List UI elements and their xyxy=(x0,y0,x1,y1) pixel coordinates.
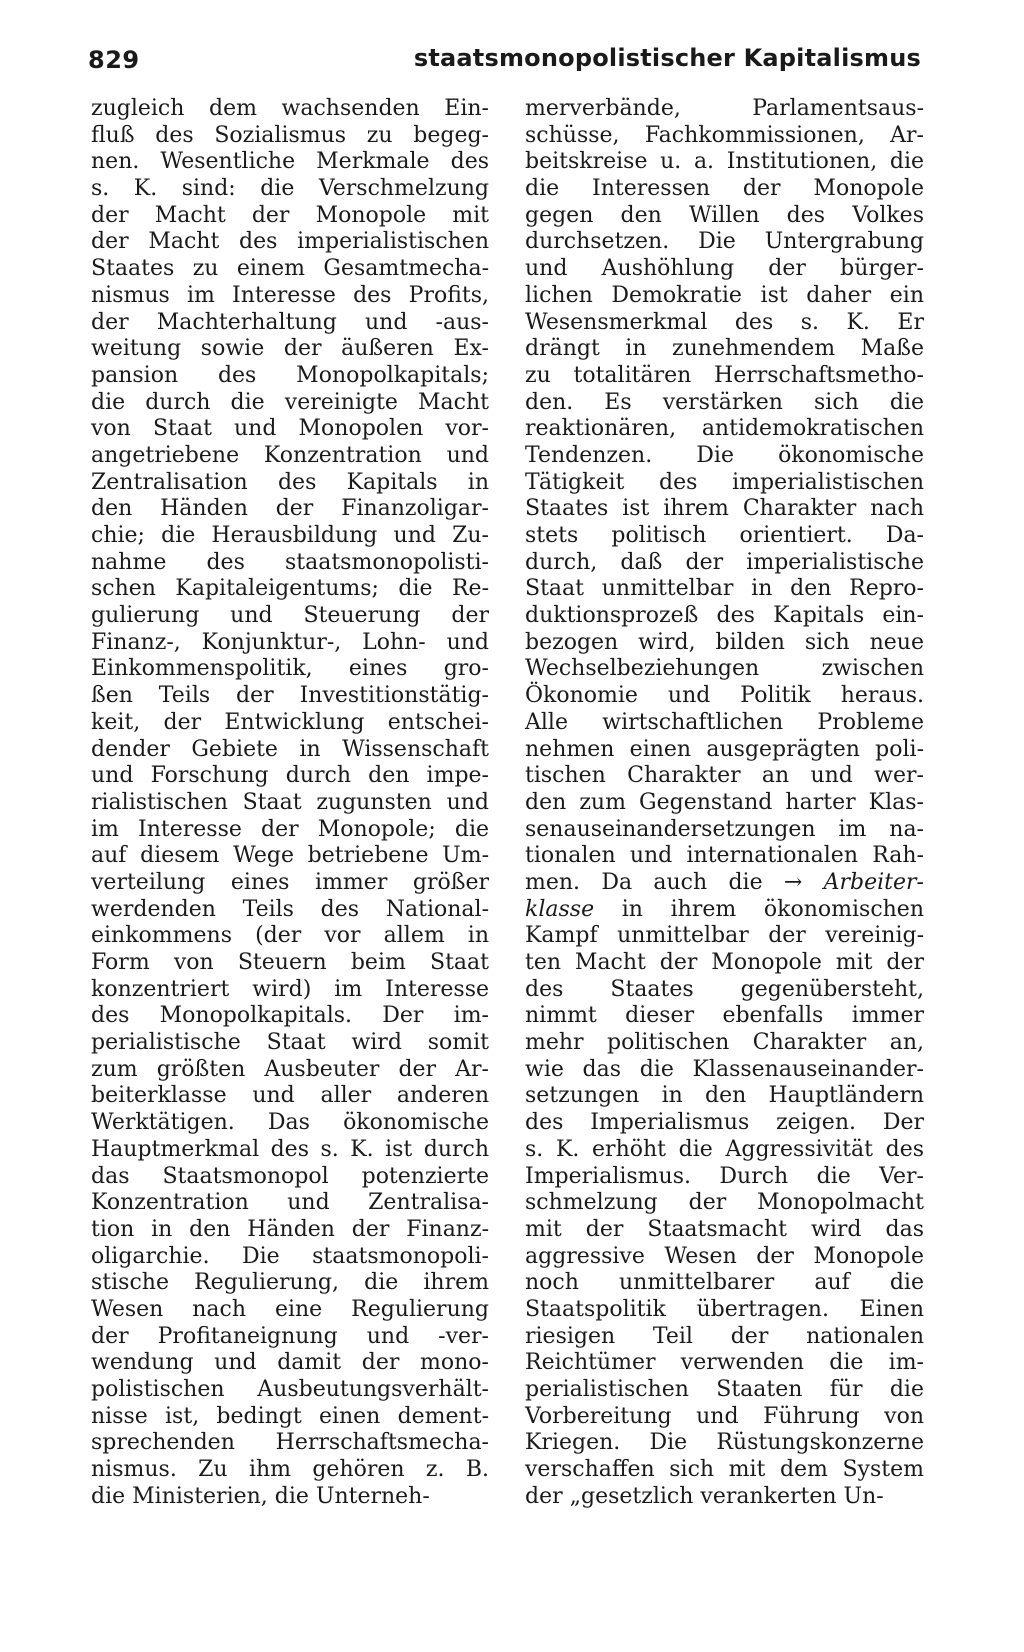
left-column-line: und Forschung durch den impe- xyxy=(91,763,489,789)
right-column-line: merverbände, Parlamentsaus- xyxy=(525,96,924,121)
left-column-line: sprechenden Herrschaftsmecha- xyxy=(91,1430,489,1456)
right-column-line: ten Macht der Monopole mit der xyxy=(525,950,924,975)
right-column-line: reaktionären, antidemokratischen xyxy=(525,416,924,442)
running-head: staatsmonopolistischer Kapitalismus xyxy=(413,44,921,72)
left-column-line: Form von Steuern beim Staat xyxy=(91,950,489,975)
left-column-line: des Monopolkapitals. Der im- xyxy=(91,1003,489,1029)
right-column-line: stets politisch orientiert. Da- xyxy=(525,523,924,548)
left-column-line: der Profitaneignung und -ver- xyxy=(91,1323,489,1349)
right-column-line: drängt in zunehmendem Maße xyxy=(525,336,924,362)
left-column-line: Konzentration und Zentralisa- xyxy=(91,1190,489,1216)
left-column-line: s. K. sind: die Verschmelzung xyxy=(91,176,489,202)
left-column-line: werdenden Teils des National- xyxy=(91,896,489,922)
right-column-line: lichen Demokratie ist daher ein xyxy=(525,282,924,308)
left-column-line: nismus. Zu ihm gehören z. B. xyxy=(91,1457,489,1483)
right-column-line: duktionsprozeß des Kapitals ein- xyxy=(525,603,924,629)
right-column-line: schüsse, Fachkommissionen, Ar- xyxy=(525,122,924,148)
right-column-line: perialistischen Staaten für die xyxy=(525,1377,924,1402)
left-column-line: zum größten Ausbeuter der Ar- xyxy=(91,1056,489,1082)
left-column-line: weitung sowie der äußeren Ex- xyxy=(91,336,489,362)
right-column-line: schmelzung der Monopolmacht xyxy=(525,1190,924,1216)
left-column-line: dender Gebiete in Wissenschaft xyxy=(91,736,489,762)
left-column-line: gulierung und Steuerung der xyxy=(91,603,489,629)
left-column-line: tion in den Händen der Finanz- xyxy=(91,1216,489,1242)
left-column-line: beiterklasse und aller anderen xyxy=(91,1083,489,1109)
left-column-line: der Macht des imperialistischen xyxy=(91,229,489,255)
left-column-line: rialistischen Staat zugunsten und xyxy=(91,789,489,815)
left-column-line: oligarchie. Die staatsmonopoli- xyxy=(91,1243,489,1269)
right-column-line: die Interessen der Monopole xyxy=(525,176,924,202)
left-column-line: der Macht der Monopole mit xyxy=(91,202,489,228)
right-column-line: s. K. erhöht die Aggressivität des xyxy=(525,1136,924,1162)
column-right xyxy=(525,96,924,1510)
right-column-line: Staatspolitik übertragen. Einen xyxy=(525,1296,924,1322)
right-column-line: Tendenzen. Die ökonomische xyxy=(525,442,924,468)
right-column-line: der „gesetzlich verankerten Un- xyxy=(525,1483,884,1509)
left-column-line: Wesen nach eine Regulierung xyxy=(91,1296,489,1322)
left-column-line: wendung und damit der mono- xyxy=(91,1350,489,1376)
right-column-line: gegen den Willen des Volkes xyxy=(525,202,924,228)
right-column-line: Ökonomie und Politik heraus. xyxy=(525,683,924,709)
left-column-line: Einkommenspolitik, eines gro- xyxy=(91,656,489,682)
left-column-line: von Staat und Monopolen vor- xyxy=(91,416,489,442)
left-column-line: die Ministerien, die Unterneh- xyxy=(91,1483,430,1509)
left-column-line: perialistische Staat wird somit xyxy=(91,1030,489,1056)
right-column-line: setzungen in den Hauptländern xyxy=(525,1083,924,1109)
right-column-line: Kampf unmittelbar der vereinig- xyxy=(525,923,924,949)
left-column-line: ßen Teils der Investitionstätig- xyxy=(91,683,489,709)
right-column-line: Wechselbeziehungen zwischen xyxy=(525,656,924,682)
left-column-line: nen. Wesentliche Merkmale des xyxy=(91,149,489,175)
left-column-line: nismus im Interesse des Profits, xyxy=(91,282,489,308)
left-column-line: Zentralisation des Kapitals in xyxy=(91,469,489,495)
text-segment: men. Da auch die → xyxy=(525,869,824,895)
left-column-line: verteilung eines immer größer xyxy=(91,869,489,895)
left-column-line: konzentriert wird) im Interesse xyxy=(91,976,489,1002)
right-column-line: nehmen einen ausgeprägten poli- xyxy=(525,736,924,762)
left-column-line: im Interesse der Monopole; die xyxy=(91,816,489,842)
right-column-line: und Aushöhlung der bürger- xyxy=(525,256,924,282)
right-column-line: Wesensmerkmal des s. K. Er xyxy=(525,309,924,335)
right-column-line: Kriegen. Die Rüstungskonzerne xyxy=(525,1430,924,1456)
cross-reference-term: klasse xyxy=(525,896,595,922)
left-column-line: nisse ist, bedingt einen dement- xyxy=(91,1403,489,1429)
right-column-line: Reichtümer verwenden die im- xyxy=(525,1350,924,1376)
right-column-line: Vorbereitung und Führung von xyxy=(525,1403,924,1429)
left-column-line: der Machterhaltung und -aus- xyxy=(91,309,489,335)
right-column-line: Staates ist ihrem Charakter nach xyxy=(525,496,924,522)
left-column-line: fluß des Sozialismus zu begeg- xyxy=(91,122,489,148)
left-column-line: den Händen der Finanzoligar- xyxy=(91,496,489,522)
right-column-line: senauseinandersetzungen im na- xyxy=(525,816,924,842)
left-column-line: polistischen Ausbeutungsverhält- xyxy=(91,1377,489,1402)
right-column-line: Imperialismus. Durch die Ver- xyxy=(525,1163,924,1189)
right-column-line: bezogen wird, bilden sich neue xyxy=(525,629,924,655)
right-column-line: noch unmittelbarer auf die xyxy=(525,1270,924,1296)
right-column-line: wie das die Klassenauseinander- xyxy=(525,1056,924,1082)
right-column-line: aggressive Wesen der Monopole xyxy=(525,1243,924,1269)
column-left xyxy=(91,96,489,1510)
left-column-line: nahme des staatsmonopolisti- xyxy=(91,549,489,575)
left-column-line: einkommens (der vor allem in xyxy=(91,923,489,949)
left-column-line: auf diesem Wege betriebene Um- xyxy=(91,843,489,869)
right-column-line: des Imperialismus zeigen. Der xyxy=(525,1110,924,1136)
left-column-line: pansion des Monopolkapitals; xyxy=(91,362,489,388)
left-column-line: angetriebene Konzentration und xyxy=(91,442,489,468)
left-column-line: stische Regulierung, die ihrem xyxy=(91,1270,489,1296)
right-column-line: mehr politischen Charakter an, xyxy=(525,1030,924,1056)
right-column-line: Alle wirtschaftlichen Probleme xyxy=(525,709,924,735)
right-column-line: tischen Charakter an und wer- xyxy=(525,763,924,789)
right-column-line: den zum Gegenstand harter Klas- xyxy=(525,789,924,815)
right-column-line: mit der Staatsmacht wird das xyxy=(525,1216,924,1242)
right-column-line: tionalen und internationalen Rah- xyxy=(525,843,924,869)
text-segment: in ihrem ökonomischen xyxy=(594,896,924,922)
right-column-line: beitskreise u. a. Institutionen, die xyxy=(525,149,924,175)
page-number: 829 xyxy=(88,46,140,74)
left-column-line: keit, der Entwicklung entschei- xyxy=(91,709,489,735)
left-column-line: schen Kapitaleigentums; die Re- xyxy=(91,576,489,602)
right-column-line: durchsetzen. Die Untergrabung xyxy=(525,229,924,255)
right-column-line: Staat unmittelbar in den Repro- xyxy=(525,576,924,602)
right-column-line: riesigen Teil der nationalen xyxy=(525,1323,924,1349)
left-column-line: die durch die vereinigte Macht xyxy=(91,389,489,415)
right-column-line: durch, daß der imperialistische xyxy=(525,549,924,575)
left-column-line: das Staatsmonopol potenzierte xyxy=(91,1163,489,1189)
right-column-line: nimmt dieser ebenfalls immer xyxy=(525,1003,924,1029)
right-column-line: verschaffen sich mit dem System xyxy=(525,1457,924,1483)
left-column-line: Finanz-, Konjunktur-, Lohn- und xyxy=(91,629,489,655)
left-column-line: zugleich dem wachsenden Ein- xyxy=(91,96,489,121)
right-column-line xyxy=(525,870,924,897)
left-column-line: Werktätigen. Das ökonomische xyxy=(91,1110,489,1136)
right-column-line: zu totalitären Herrschaftsmetho- xyxy=(525,362,924,388)
cross-reference-term: Arbeiter- xyxy=(823,869,924,895)
left-column-line: Hauptmerkmal des s. K. ist durch xyxy=(91,1136,489,1162)
left-column-line: Staates zu einem Gesamtmecha- xyxy=(91,256,489,282)
right-column-line: des Staates gegenübersteht, xyxy=(525,976,924,1002)
right-column-line: Tätigkeit des imperialistischen xyxy=(525,469,924,495)
right-column-line: den. Es verstärken sich die xyxy=(525,389,924,415)
right-column-line xyxy=(525,897,924,924)
left-column-line: chie; die Herausbildung und Zu- xyxy=(91,523,489,548)
